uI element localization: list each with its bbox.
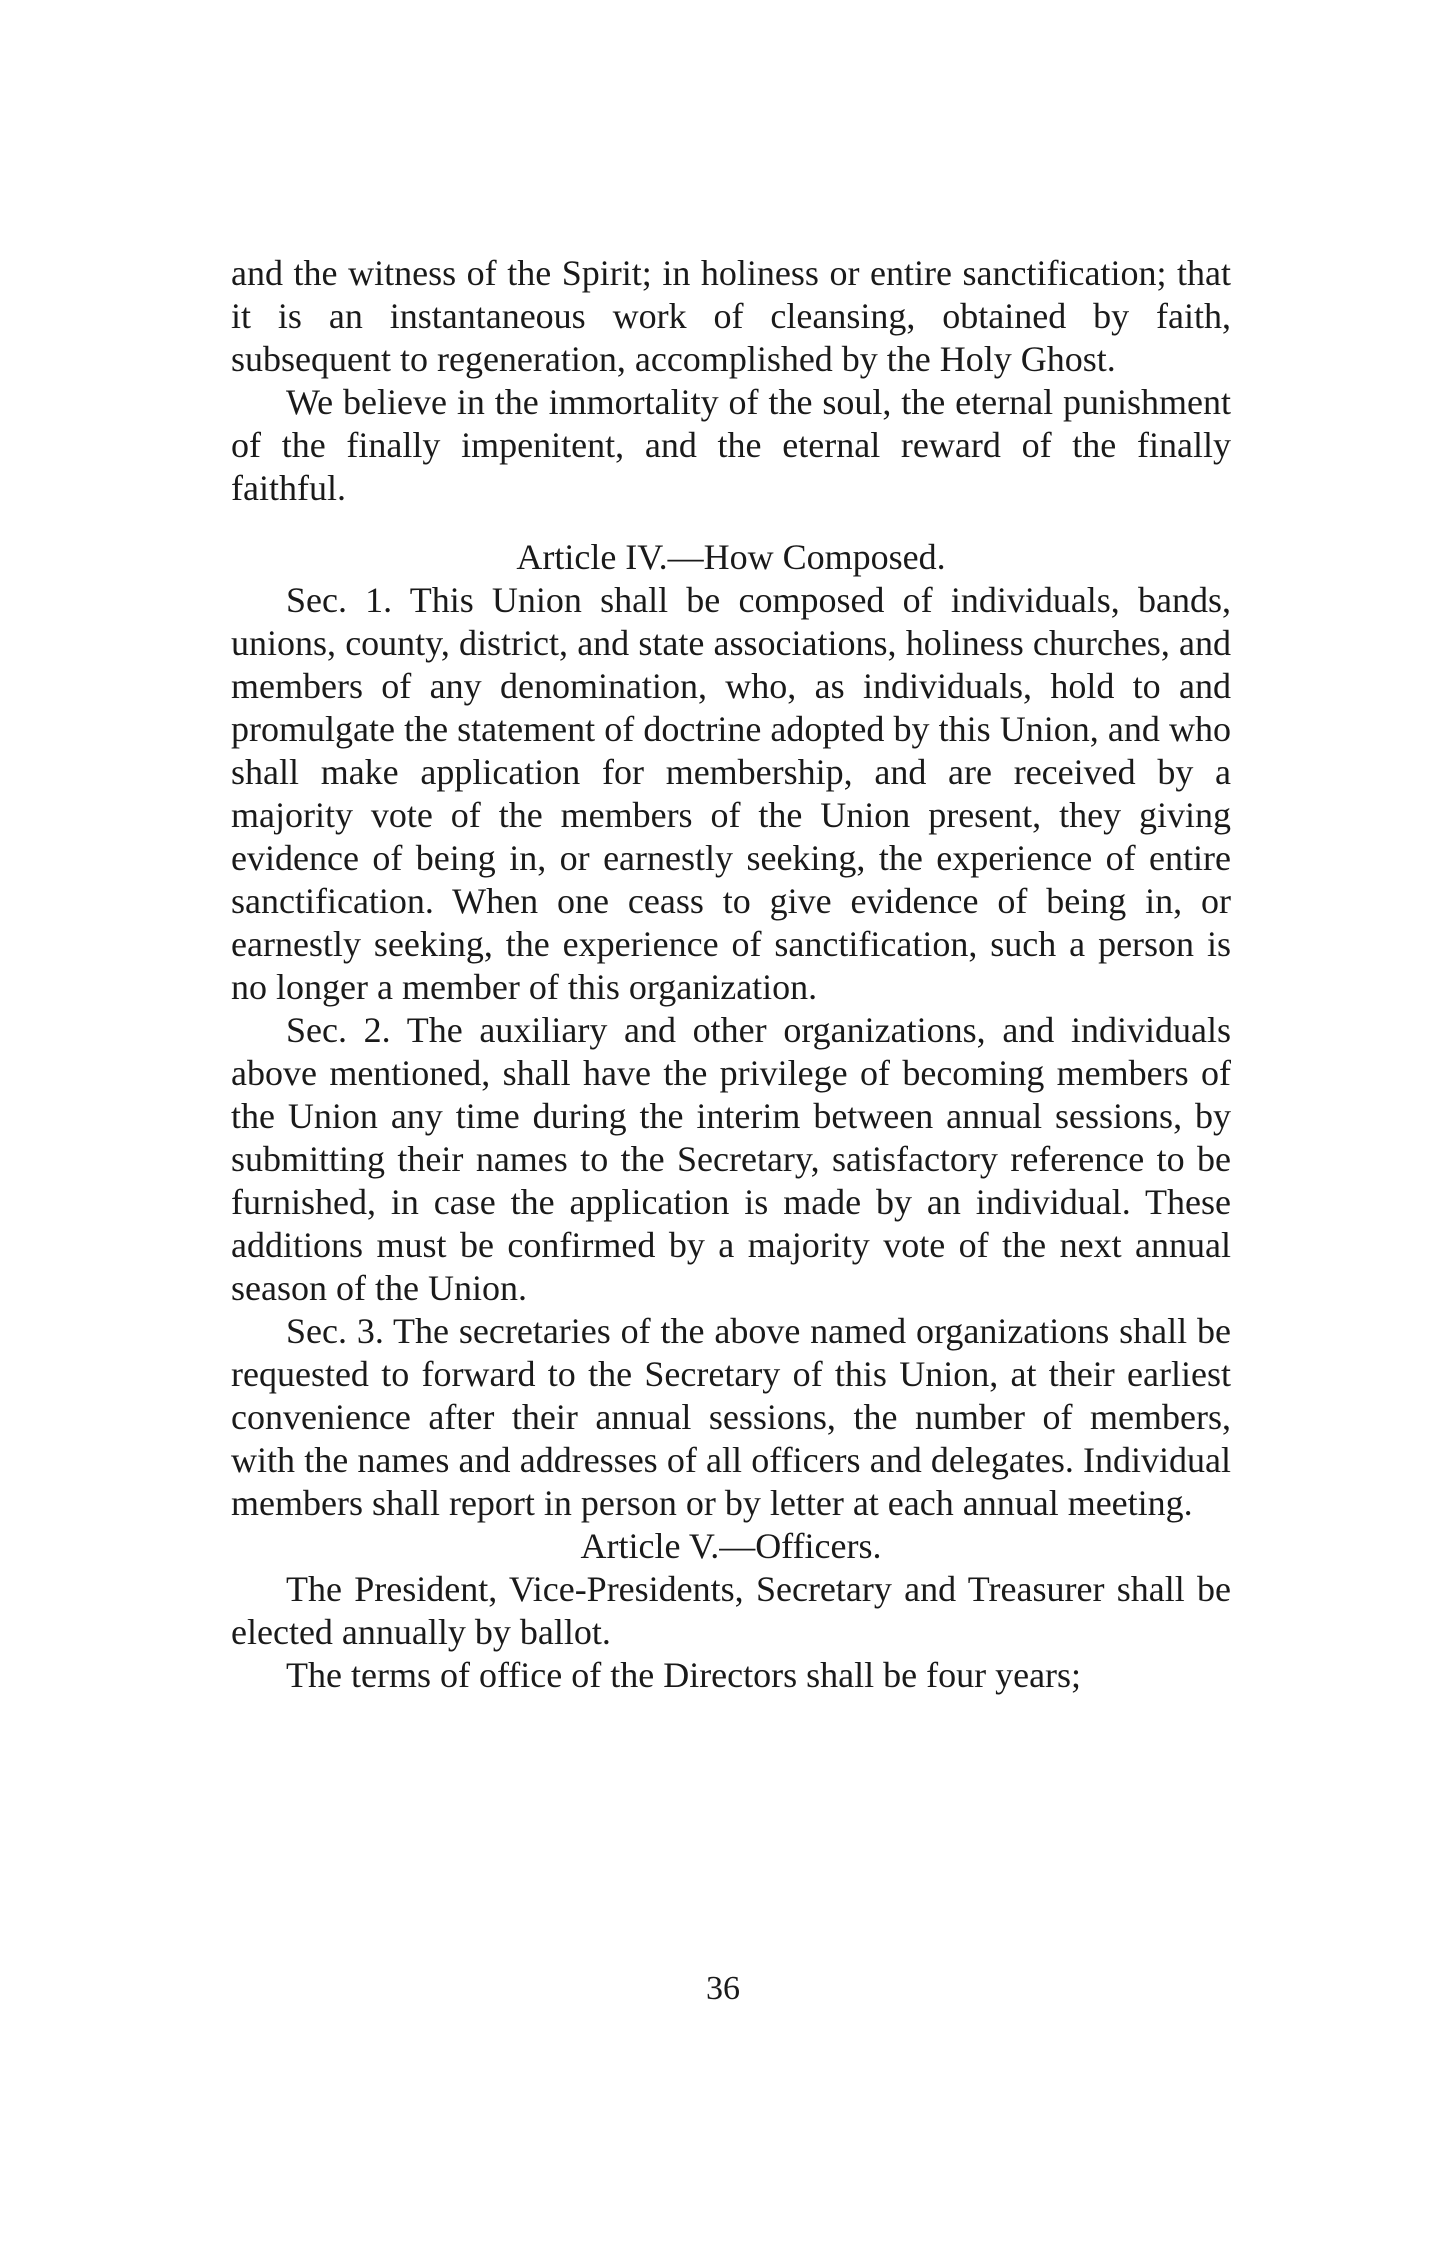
article-5-officers-paragraph: The President, Vice-Presidents, Secretary and Treasurer shall be elected annually by ballot. [231,1569,1231,1652]
article-4-section-3: Sec. 3. The secretaries of the above named organizations shall be requested to forward to the Secretary of this Union, at their earliest convenience after their annual sessions, the number of members, with the names and addresses of all officers and delegates. Individual members shall report in person or by letter at each annual meeting. [231,1311,1231,1523]
article-5-directors-paragraph: The terms of office of the Directors shall be four years; [286,1655,1082,1695]
doctrine-continuation-paragraph: and the witness of the Spirit; in holiness or entire sanctification; that it is an instantaneous work of cleansing, obtained by faith, subsequent to regeneration, accomplished by the Holy Ghost. [231,253,1231,379]
article-4-section-1: Sec. 1. This Union shall be composed of individuals, bands, unions, county, district, and state associations, holiness churches, and members of any denomination, who, as individuals, hold to and promulgate the statement of doctrine adopted by this Union, and who shall make application for membership, and are received by a majority vote of the members of the Union present, they giving evidence of being in, or earnestly seeking, the experience of entire sanctification. When one ceass to give evidence of being in, or earnestly seeking, the experience of sanctification, such a person is no longer a member of this organization. [231,580,1231,1007]
page-number: 36 [706,1970,740,2007]
article-4-section-2: Sec. 2. The auxiliary and other organizations, and individuals above mentioned, shall have the privilege of becoming members of the Union any time during the interim between annual sessions, by submitting their names to the Secretary, satisfactory reference to be furnished, in case the application is made by an individual. These additions must be confirmed by a majority vote of the next annual season of the Union. [231,1010,1231,1308]
article-4-heading: Article IV.—How Composed. [516,537,946,577]
page-body [231,252,1231,1697]
article-5-heading: Article V.—Officers. [580,1526,882,1566]
immortality-paragraph: We believe in the immortality of the soul, the eternal punishment of the finally impenitent, and the eternal reward of the finally faithful. [231,382,1231,508]
